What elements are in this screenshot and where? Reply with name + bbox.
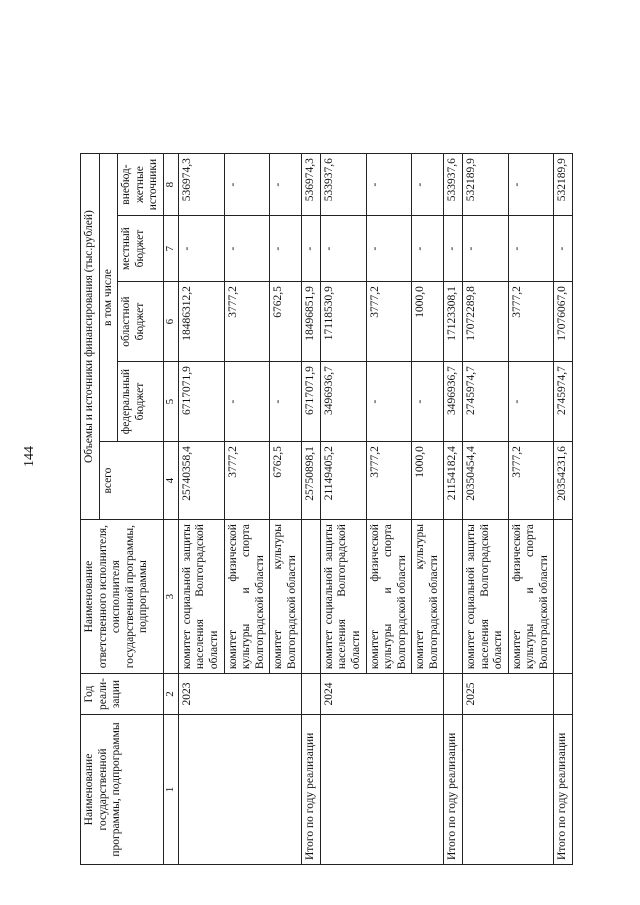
local-cell: - xyxy=(412,216,444,282)
local-cell: - xyxy=(224,216,270,282)
total-row xyxy=(444,154,463,865)
column-number: 4 xyxy=(163,442,178,520)
header-executor: Наименование ответственного исполнителя, соисполнителя государственной программы, подпрограммы xyxy=(81,520,164,674)
total-cell: 21154182,4 xyxy=(444,442,463,520)
header-funding: Объемы и источники финансирования (тыс.рублей) xyxy=(81,154,100,520)
federal-cell: - xyxy=(412,362,444,442)
header-federal: федеральный бюджет xyxy=(118,362,164,442)
local-cell: - xyxy=(462,216,508,282)
year-cell: 2025 xyxy=(462,674,553,715)
total-cell: 3777,2 xyxy=(366,442,412,520)
total-cell: 25750898,1 xyxy=(302,442,321,520)
executor-cell: комитет социальной защиты населения Волгоградской области xyxy=(320,520,366,674)
regional-cell: 17076067,0 xyxy=(554,282,573,362)
total-label: Итого по году реализации xyxy=(444,715,463,865)
extra-cell: - xyxy=(224,154,270,216)
local-cell: - xyxy=(444,216,463,282)
header-total: всего xyxy=(99,442,163,520)
federal-cell: - xyxy=(366,362,412,442)
table-row xyxy=(462,154,508,865)
executor-cell: комитет культуры Волгоградской области xyxy=(270,520,302,674)
local-cell: - xyxy=(554,216,573,282)
federal-cell: 6717071,9 xyxy=(302,362,321,442)
total-row xyxy=(554,154,573,865)
regional-cell: 18486312,2 xyxy=(178,282,224,362)
column-number: 2 xyxy=(163,674,178,715)
column-numbers-row xyxy=(163,154,178,865)
regional-cell: 17123308,1 xyxy=(444,282,463,362)
header-regional: областной бюджет xyxy=(118,282,164,362)
year-cell: 2023 xyxy=(178,674,302,715)
header-year: Год реали-зации xyxy=(81,674,164,715)
total-cell: 25740358,4 xyxy=(178,442,224,520)
column-number: 3 xyxy=(163,520,178,674)
local-cell: - xyxy=(302,216,321,282)
column-number: 1 xyxy=(163,715,178,865)
table-row xyxy=(320,154,366,865)
funding-table xyxy=(80,153,573,865)
local-cell: - xyxy=(270,216,302,282)
federal-cell: - xyxy=(508,362,554,442)
local-cell: - xyxy=(320,216,366,282)
column-number: 7 xyxy=(163,216,178,282)
total-label: Итого по году реализации xyxy=(302,715,321,865)
federal-cell: 6717071,9 xyxy=(178,362,224,442)
local-cell: - xyxy=(178,216,224,282)
header-extra: внебюд-жетные источники xyxy=(118,154,164,216)
table-header xyxy=(81,154,179,865)
header-local: местный бюджет xyxy=(118,216,164,282)
extra-cell: 536974,3 xyxy=(302,154,321,216)
header-program-name: Наименование государственной программы, подпрограммы xyxy=(81,715,164,865)
total-row xyxy=(302,154,321,865)
federal-cell: 3496936,7 xyxy=(444,362,463,442)
executor-cell: комитет социальной защиты населения Волгоградской области xyxy=(462,520,508,674)
executor-cell: комитет физической культуры и спорта Волгоградской области xyxy=(366,520,412,674)
regional-cell: 18496851,9 xyxy=(302,282,321,362)
regional-cell: 17072289,8 xyxy=(462,282,508,362)
regional-cell: 3777,2 xyxy=(366,282,412,362)
regional-cell: 6762,5 xyxy=(270,282,302,362)
extra-cell: 532189,9 xyxy=(554,154,573,216)
federal-cell: 2745974,7 xyxy=(554,362,573,442)
year-cell: 2024 xyxy=(320,674,444,715)
total-cell: 20354231,6 xyxy=(554,442,573,520)
total-cell: 6762,5 xyxy=(270,442,302,520)
regional-cell: 1000,0 xyxy=(412,282,444,362)
extra-cell: - xyxy=(412,154,444,216)
local-cell: - xyxy=(366,216,412,282)
column-number: 5 xyxy=(163,362,178,442)
total-cell: 21149405,2 xyxy=(320,442,366,520)
executor-cell: комитет социальной защиты населения Волгоградской области xyxy=(178,520,224,674)
header-including: в том числе xyxy=(99,154,118,442)
federal-cell: 3496936,7 xyxy=(320,362,366,442)
federal-cell: - xyxy=(270,362,302,442)
extra-cell: - xyxy=(270,154,302,216)
local-cell: - xyxy=(508,216,554,282)
column-number: 6 xyxy=(163,282,178,362)
extra-cell: - xyxy=(508,154,554,216)
column-number: 8 xyxy=(163,154,178,216)
regional-cell: 3777,2 xyxy=(508,282,554,362)
page-number: 144 xyxy=(22,446,37,467)
federal-cell: 2745974,7 xyxy=(462,362,508,442)
table-body xyxy=(178,154,572,865)
total-cell: 3777,2 xyxy=(224,442,270,520)
table-row xyxy=(178,154,224,865)
total-cell: 20350454,4 xyxy=(462,442,508,520)
regional-cell: 3777,2 xyxy=(224,282,270,362)
total-cell: 3777,2 xyxy=(508,442,554,520)
executor-cell: комитет физической культуры и спорта Волгоградской области xyxy=(508,520,554,674)
federal-cell: - xyxy=(224,362,270,442)
executor-cell: комитет физической культуры и спорта Волгоградской области xyxy=(224,520,270,674)
regional-cell: 17118530,9 xyxy=(320,282,366,362)
executor-cell: комитет культуры Волгоградской области xyxy=(412,520,444,674)
extra-cell: - xyxy=(366,154,412,216)
extra-cell: 536974,3 xyxy=(178,154,224,216)
extra-cell: 533937,6 xyxy=(444,154,463,216)
extra-cell: 532189,9 xyxy=(462,154,508,216)
total-cell: 1000,0 xyxy=(412,442,444,520)
total-label: Итого по году реализации xyxy=(554,715,573,865)
extra-cell: 533937,6 xyxy=(320,154,366,216)
